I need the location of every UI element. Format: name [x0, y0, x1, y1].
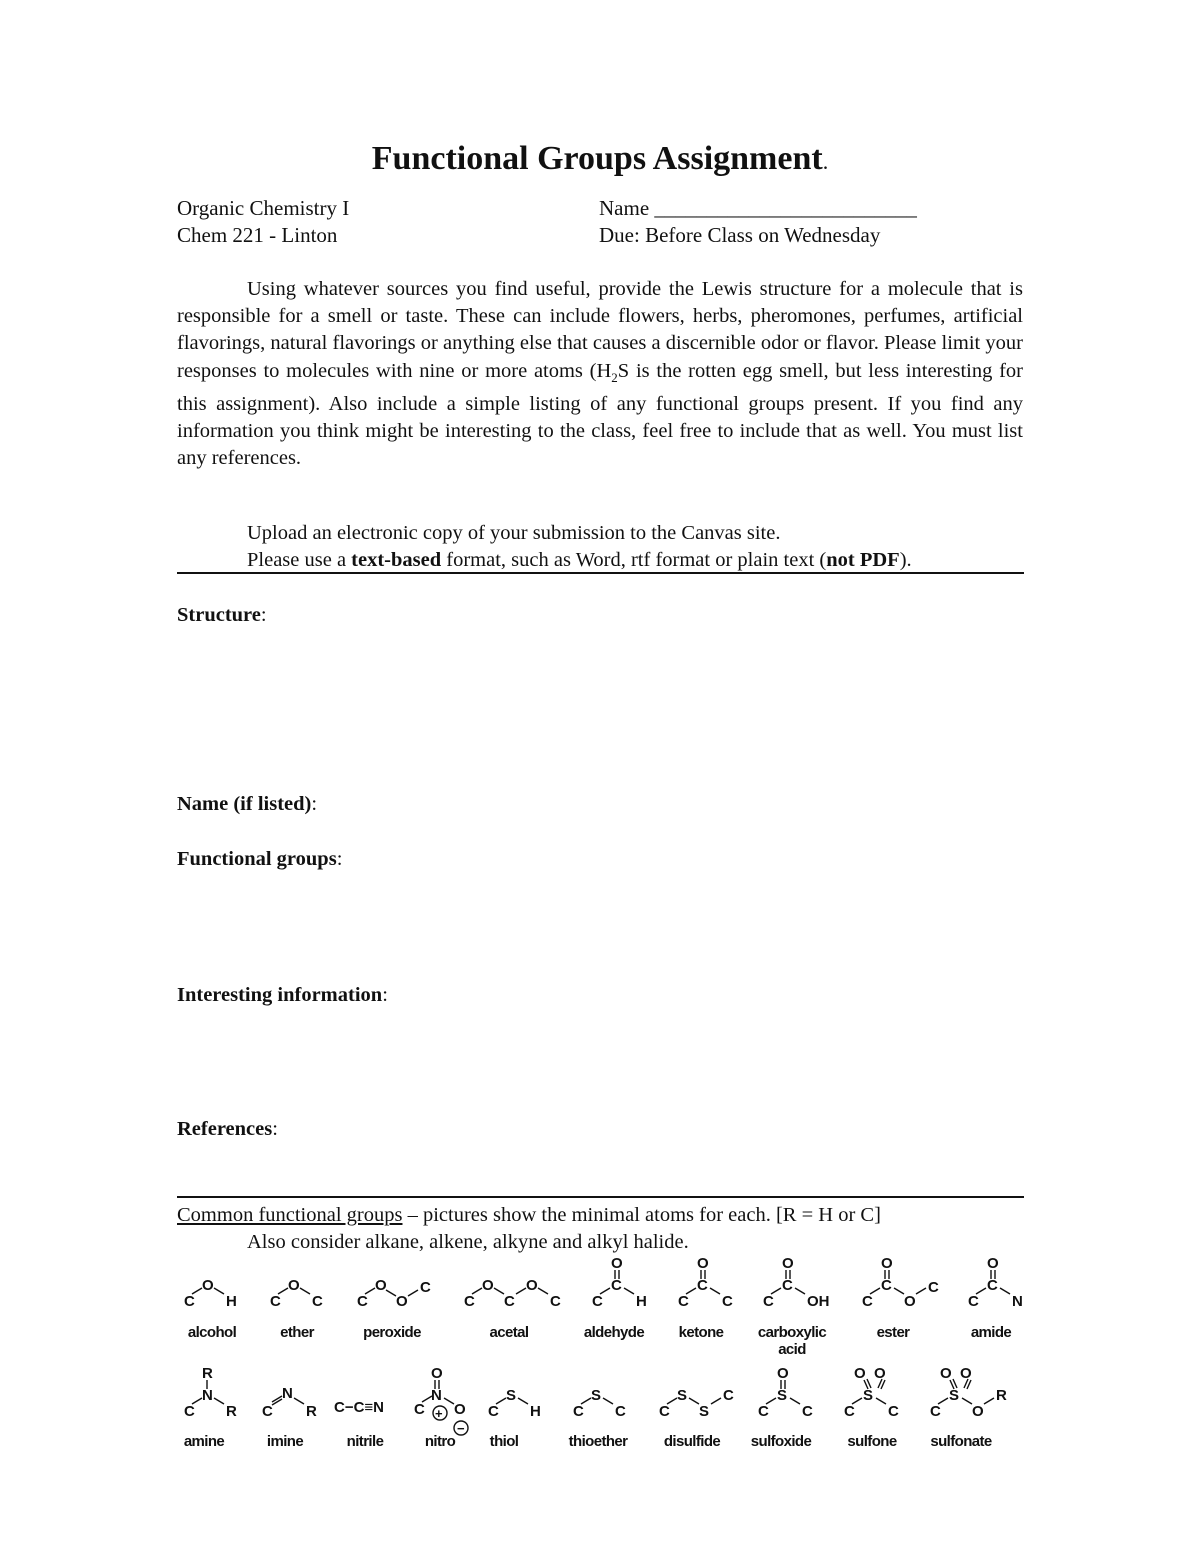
- atom-label: O: [454, 1401, 466, 1418]
- atom-label: C: [862, 1293, 873, 1310]
- atom-label: C: [763, 1293, 774, 1310]
- atom-label: O: [611, 1255, 623, 1272]
- group-label-acetal: acetal: [489, 1324, 529, 1341]
- atom-label: O: [940, 1365, 952, 1382]
- group-label-thiol: thiol: [489, 1433, 519, 1450]
- atom-label: C: [184, 1403, 195, 1420]
- atom-label: C: [697, 1277, 708, 1294]
- atom-label: C: [881, 1277, 892, 1294]
- common-groups-link: Common functional groups: [177, 1204, 403, 1226]
- atom-label: C: [678, 1293, 689, 1310]
- atom-label: C: [592, 1293, 603, 1310]
- atom-label: C: [357, 1293, 368, 1310]
- group-label-imine: imine: [266, 1433, 304, 1450]
- atom-label: O: [881, 1255, 893, 1272]
- atom-label: O: [431, 1365, 443, 1382]
- atom-label: C: [987, 1277, 998, 1294]
- atom-label: S: [777, 1387, 788, 1404]
- atom-label: O: [972, 1403, 984, 1420]
- atom-label: C: [504, 1293, 515, 1310]
- atom-label: S: [863, 1387, 874, 1404]
- atom-label: −: [457, 1421, 465, 1436]
- atom-label: O: [697, 1255, 709, 1272]
- atom-label: C: [262, 1403, 273, 1420]
- atom-label: R: [202, 1365, 213, 1382]
- atom-label: C: [844, 1403, 855, 1420]
- atom-label: R: [996, 1387, 1007, 1404]
- atom-label: N: [431, 1387, 442, 1404]
- atom-label: O: [526, 1277, 538, 1294]
- atom-label: C: [611, 1277, 622, 1294]
- atom-label: C: [968, 1293, 979, 1310]
- atom-label: O: [854, 1365, 866, 1382]
- atom-label: H: [226, 1293, 237, 1310]
- group-label-ether: ether: [280, 1324, 314, 1341]
- upload-instructions: [247, 520, 912, 574]
- group-label-nitrile: nitrile: [346, 1433, 384, 1450]
- atom-label: O: [960, 1365, 972, 1382]
- group-label-amine: amine: [183, 1433, 225, 1450]
- atom-label: C: [312, 1293, 323, 1310]
- course-section: Chem 221 - Linton: [177, 223, 338, 247]
- atom-label: S: [677, 1387, 688, 1404]
- atom-label: R: [226, 1403, 237, 1420]
- group-label-peroxide: peroxide: [363, 1324, 421, 1341]
- course-name: Organic Chemistry I: [177, 196, 350, 220]
- atom-label: N: [282, 1385, 293, 1402]
- group-label-ketone: ketone: [678, 1324, 724, 1341]
- atom-label: C: [488, 1403, 499, 1420]
- atom-label: C: [420, 1279, 431, 1296]
- atom-label: O: [482, 1277, 494, 1294]
- atom-label: C: [758, 1403, 769, 1420]
- atom-label: C: [573, 1403, 584, 1420]
- atom-label: S: [949, 1387, 960, 1404]
- atom-label: +: [435, 1406, 443, 1421]
- functional-groups-label: Functional groups:: [177, 848, 343, 870]
- atom-label: S: [699, 1403, 710, 1420]
- atom-label: C: [414, 1401, 425, 1418]
- group-label-nitro: nitro: [424, 1433, 456, 1450]
- structure-label: Structure:: [177, 604, 267, 626]
- atom-label: O: [782, 1255, 794, 1272]
- upload-line: Upload an electronic copy of your submission to the Canvas site.: [247, 522, 781, 544]
- atom-label: N: [202, 1387, 213, 1404]
- atom-label: R: [306, 1403, 317, 1420]
- atom-label: C: [464, 1293, 475, 1310]
- common-groups-caption: Common functional groups – pictures show the minimal atoms for each. [R = H or C] Also consider alkane, alkene, alkyne and alkyl halide.: [177, 1204, 881, 1253]
- group-label-disulfide: disulfide: [663, 1433, 721, 1450]
- atom-label: O: [202, 1277, 214, 1294]
- group-label-sulfone: sulfone: [847, 1433, 897, 1450]
- group-label-amide: amide: [970, 1324, 1012, 1341]
- atom-label: O: [288, 1277, 300, 1294]
- functional-groups-chart: [170, 1252, 1040, 1462]
- atom-label: O: [375, 1277, 387, 1294]
- divider-bottom: [177, 1196, 1024, 1198]
- atom-label: C: [270, 1293, 281, 1310]
- atom-label: O: [874, 1365, 886, 1382]
- due-date: Due: Before Class on Wednesday: [599, 223, 881, 247]
- instructions-paragraph: Using whatever sources you find useful, provide the Lewis structure for a molecule that is responsible for a smell or taste. These can include flowers, herbs, pheromones, perfumes, artificial flavorings, natural flavorings or anything else that causes a discernible odor or flavor. Please limit your responses to molecules with nine or more atoms ($H_2S$ is the rotten egg smell, but less interesting for this assignment). Also include a simple listing of any functional groups present. If you find any information you think might be interesting to the class, feel free to include that as well. You must list any references.: [177, 278, 1023, 470]
- atom-label: C: [888, 1403, 899, 1420]
- atom-label: C: [802, 1403, 813, 1420]
- group-label-alcohol: alcohol: [187, 1324, 237, 1341]
- atom-label: C: [184, 1293, 195, 1310]
- group-label-ester: ester: [876, 1324, 910, 1341]
- atom-label: H: [636, 1293, 647, 1310]
- atom-label: H: [530, 1403, 541, 1420]
- atom-label: N: [1012, 1293, 1023, 1310]
- group-label-carboxylic-acid: carboxylic acid: [757, 1324, 827, 1358]
- atom-label: C−C≡N: [334, 1399, 385, 1416]
- divider-top: [177, 572, 1024, 574]
- atom-label: C: [930, 1403, 941, 1420]
- atom-label: O: [396, 1293, 408, 1310]
- format-line: Please use a text-based format, such as Word, rtf format or plain text (not PDF).: [247, 549, 912, 572]
- group-label-aldehyde: aldehyde: [583, 1324, 645, 1341]
- atom-label: C: [615, 1403, 626, 1420]
- atom-label: C: [928, 1279, 939, 1296]
- atom-label: C: [659, 1403, 670, 1420]
- atom-label: S: [506, 1387, 517, 1404]
- page-title: Functional Groups Assignment.: [371, 140, 829, 177]
- atom-label: OH: [807, 1293, 830, 1310]
- references-label: References:: [177, 1118, 278, 1140]
- atom-label: O: [987, 1255, 999, 1272]
- atom-label: O: [777, 1365, 789, 1382]
- atom-label: C: [782, 1277, 793, 1294]
- atom-label: C: [722, 1293, 733, 1310]
- name-field: Name _________________________: [599, 196, 917, 220]
- atom-label: O: [904, 1293, 916, 1310]
- interesting-info-label: Interesting information:: [177, 984, 388, 1006]
- group-label-thioether: thioether: [568, 1433, 628, 1450]
- group-label-sulfonate: sulfonate: [930, 1433, 992, 1450]
- atom-label: C: [723, 1387, 734, 1404]
- group-label-sulfoxide: sulfoxide: [750, 1433, 812, 1450]
- atom-label: C: [550, 1293, 561, 1310]
- name-label: Name (if listed):: [177, 793, 318, 815]
- atom-label: S: [591, 1387, 602, 1404]
